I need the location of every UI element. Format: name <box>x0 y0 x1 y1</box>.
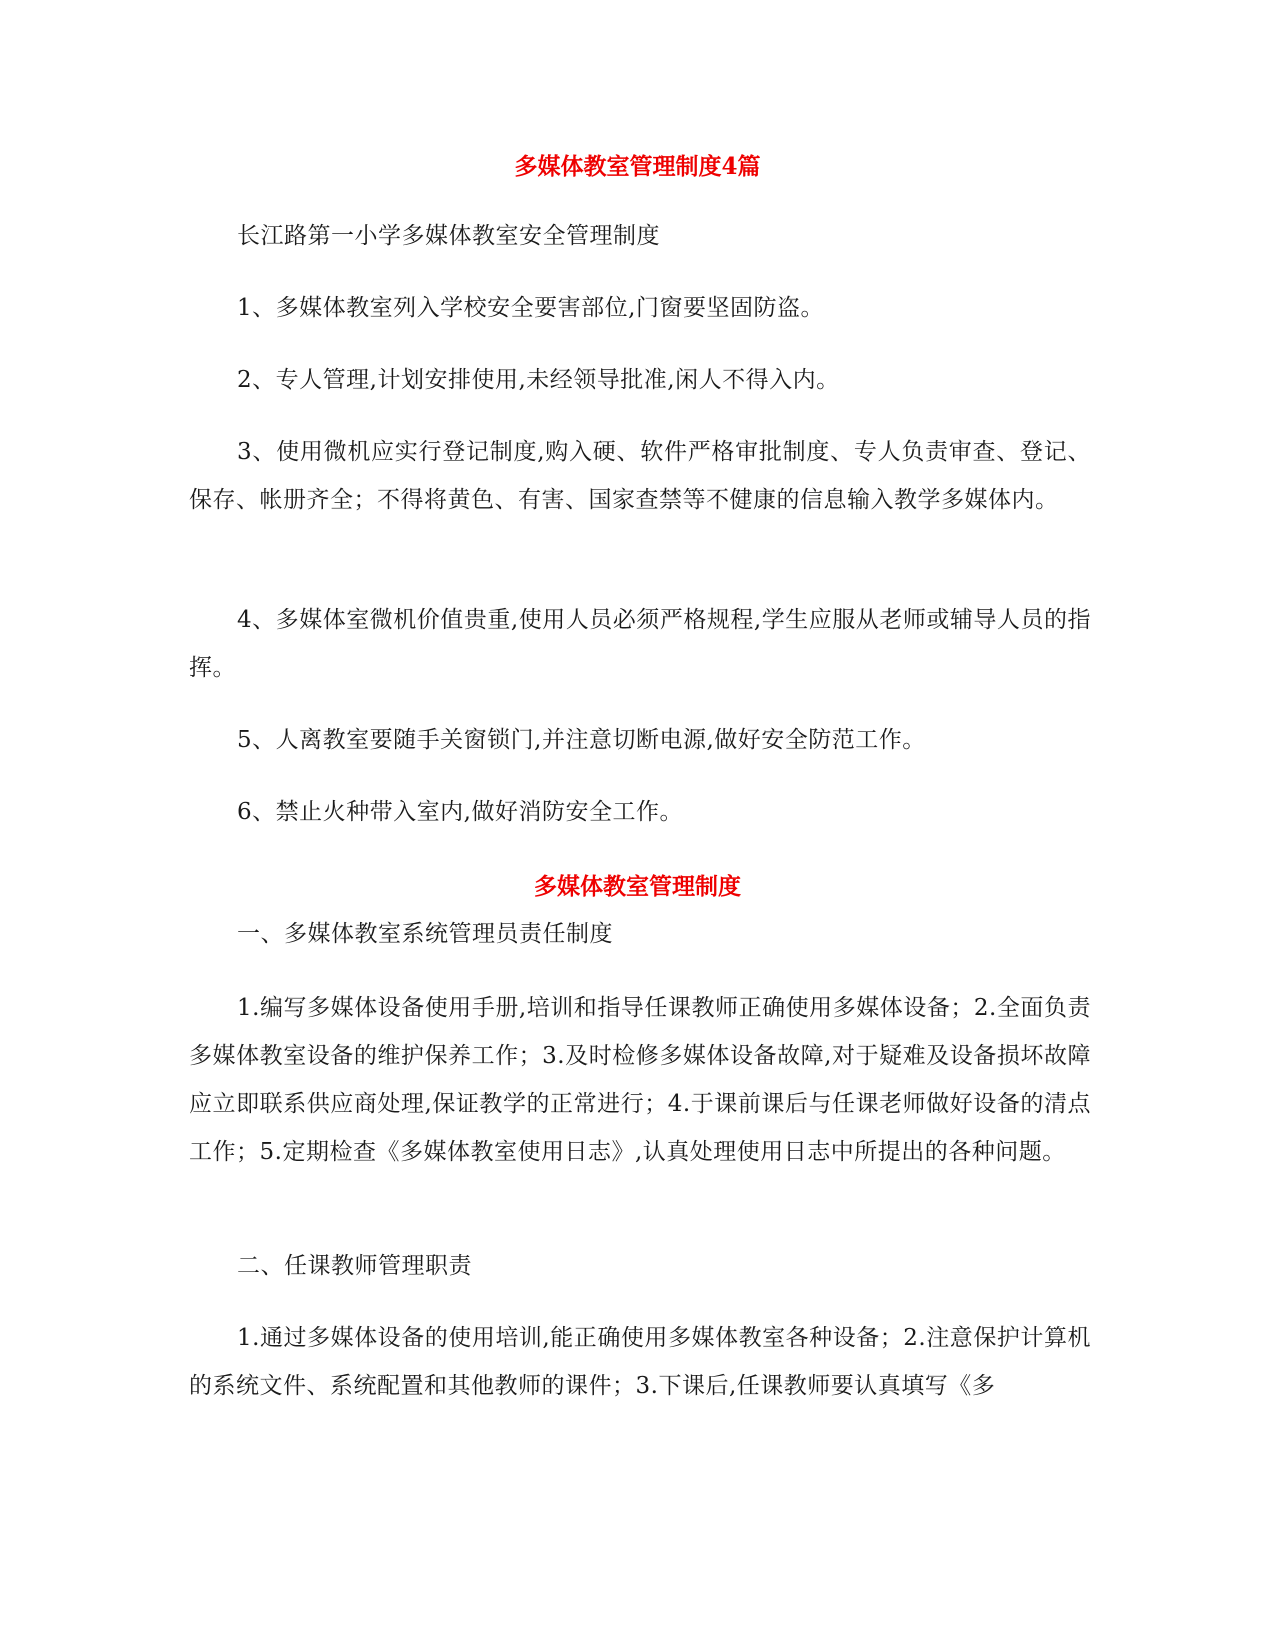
part1-heading: 一、多媒体教室系统管理员责任制度 <box>237 921 613 947</box>
rule-2: 2、专人管理,计划安排使用,未经领导批准,闲人不得入内。 <box>237 367 840 393</box>
section-title: 多媒体教室管理制度 <box>534 873 741 900</box>
rule-5: 5、人离教室要随手关窗锁门,并注意切断电源,做好安全防范工作。 <box>237 727 926 753</box>
main-title: 多媒体教室管理制度4篇 <box>514 153 761 180</box>
subtitle: 长江路第一小学多媒体教室安全管理制度 <box>237 223 660 249</box>
rule-6: 6、禁止火种带入室内,做好消防安全工作。 <box>237 799 683 825</box>
rule-1: 1、多媒体教室列入学校安全要害部位,门窗要坚固防盗。 <box>237 295 824 321</box>
part2-body: 1.通过多媒体设备的使用培训,能正确使用多媒体教室各种设备；2.注意保护计算机的系统文件、系统配置和其他教师的课件；3.下课后,任课教师要认真填写《多 <box>189 1325 1091 1399</box>
rule-4: 4、多媒体室微机价值贵重,使用人员必须严格规程,学生应服从老师或辅导人员的指挥。 <box>189 607 1091 681</box>
part2-heading: 二、任课教师管理职责 <box>237 1253 472 1279</box>
part1-body: 1.编写多媒体设备使用手册,培训和指导任课教师正确使用多媒体设备；2.全面负责多媒体教室设备的维护保养工作；3.及时检修多媒体设备故障,对于疑难及设备损坏故障应立即联系供应商处理,保证教学的正常进行；4.于课前课后与任课老师做好设备的清点工作；5.定期检查《多媒体教室使用日志》,认真处理使用日志中所提出的各种问题。 <box>189 995 1091 1165</box>
rule-3: 3、使用微机应实行登记制度,购入硬、软件严格审批制度、专人负责审查、登记、保存、帐册齐全；不得将黄色、有害、国家查禁等不健康的信息输入教学多媒体内。 <box>189 439 1091 513</box>
